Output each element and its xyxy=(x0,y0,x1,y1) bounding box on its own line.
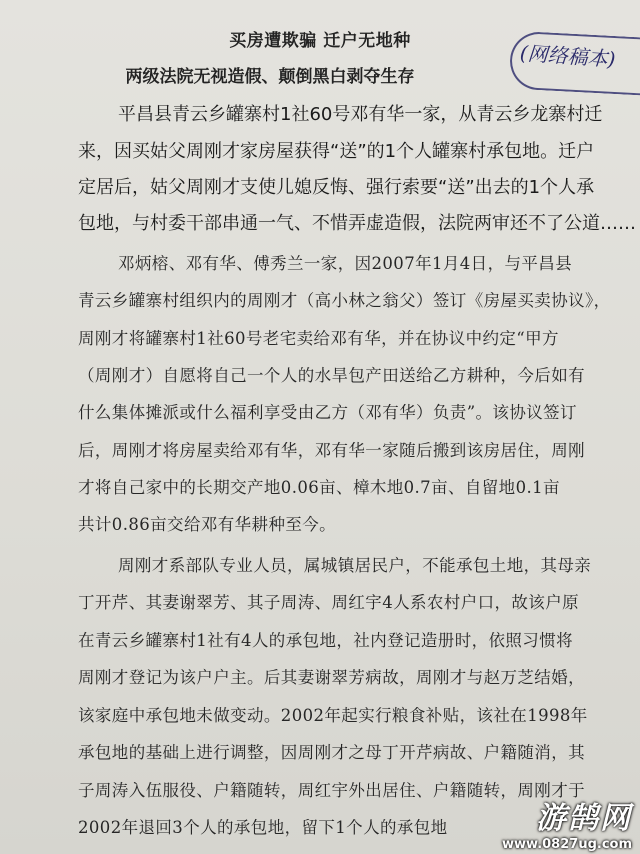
body-line: 周刚才系部队专业人员，属城镇居民户，不能承包土地，其母亲 xyxy=(118,556,592,575)
lead-line: 平昌县青云乡罐寨村1社60号邓有华一家，从青云乡龙寨村迁 xyxy=(118,104,603,125)
body-line: 丁开芹、其妻谢翠芳、其子周涛、周红宇4人系农村户口，故该户原 xyxy=(78,593,579,612)
body-line: 周刚才将罐寨村1社60号老宅卖给邓有华，并在协议中约定“甲方 xyxy=(78,329,559,348)
site-watermark xyxy=(502,793,632,852)
lead-line: 定居后，姑父周刚才支使儿媳反悔、强行索要“送”出去的1个人承 xyxy=(78,177,595,198)
watermark-name: 游鹄网 xyxy=(536,801,632,836)
lead-line: 包地，与村委干部串通一气、不惜弄虚造假，法院两审还不了公道…… xyxy=(78,213,636,234)
document-title: 买房遭欺骗 迁户无地种 xyxy=(229,31,411,51)
watermark-url: www.0827ug.com xyxy=(502,837,632,852)
body-line: 该家庭中承包地未做变动。2002年起实行粮食补贴，该社在1998年 xyxy=(78,706,588,725)
document-subtitle: 两级法院无视造假、颠倒黑白剥夺生存 xyxy=(125,67,415,87)
body-line: 承包地的基础上进行调整，因周刚才之母丁开芹病故、户籍随消，其 xyxy=(78,743,585,762)
body-line: 什么集体摊派或什么福利享受由乙方（邓有华）负责”。该协议签订 xyxy=(78,403,577,422)
handwritten-note: (网络稿本) xyxy=(519,40,617,72)
body-line: 在青云乡罐寨村1社有4人的承包地，社内登记造册时，依照习惯将 xyxy=(78,631,573,650)
body-line: 周刚才登记为该户户主。后其妻谢翠芳病故，周刚才与赵万芝结婚， xyxy=(78,668,585,687)
body-line: 2002年退回3个人的承包地，留下1个人的承包地 xyxy=(78,818,448,837)
body-line: 共计0.86亩交给邓有华耕种至今。 xyxy=(78,515,337,534)
body-line: 后，周刚才将房屋卖给邓有华，邓有华一家随后搬到该房居住，周刚 xyxy=(78,441,585,460)
body-line: 才将自己家中的长期交产地0.06亩、樟木地0.7亩、自留地0.1亩 xyxy=(78,478,560,497)
body-line: 邓炳榕、邓有华、傅秀兰一家，因2007年1月4日，与平昌县 xyxy=(118,254,573,273)
body-line: 青云乡罐寨村组织内的周刚才（高小林之翁父）签订《房屋买卖协议》， xyxy=(78,291,611,310)
body-line: 子周涛入伍服役、户籍随转，周红宇外出居住、户籍随转，周刚才于 xyxy=(78,781,585,800)
lead-line: 来，因买姑父周刚才家房屋获得“送”的1个人罐寨村承包地。迁户 xyxy=(78,141,595,162)
body-line: （周刚才）自愿将自己一个人的水旱包产田送给乙方耕种，今后如有 xyxy=(78,366,585,385)
